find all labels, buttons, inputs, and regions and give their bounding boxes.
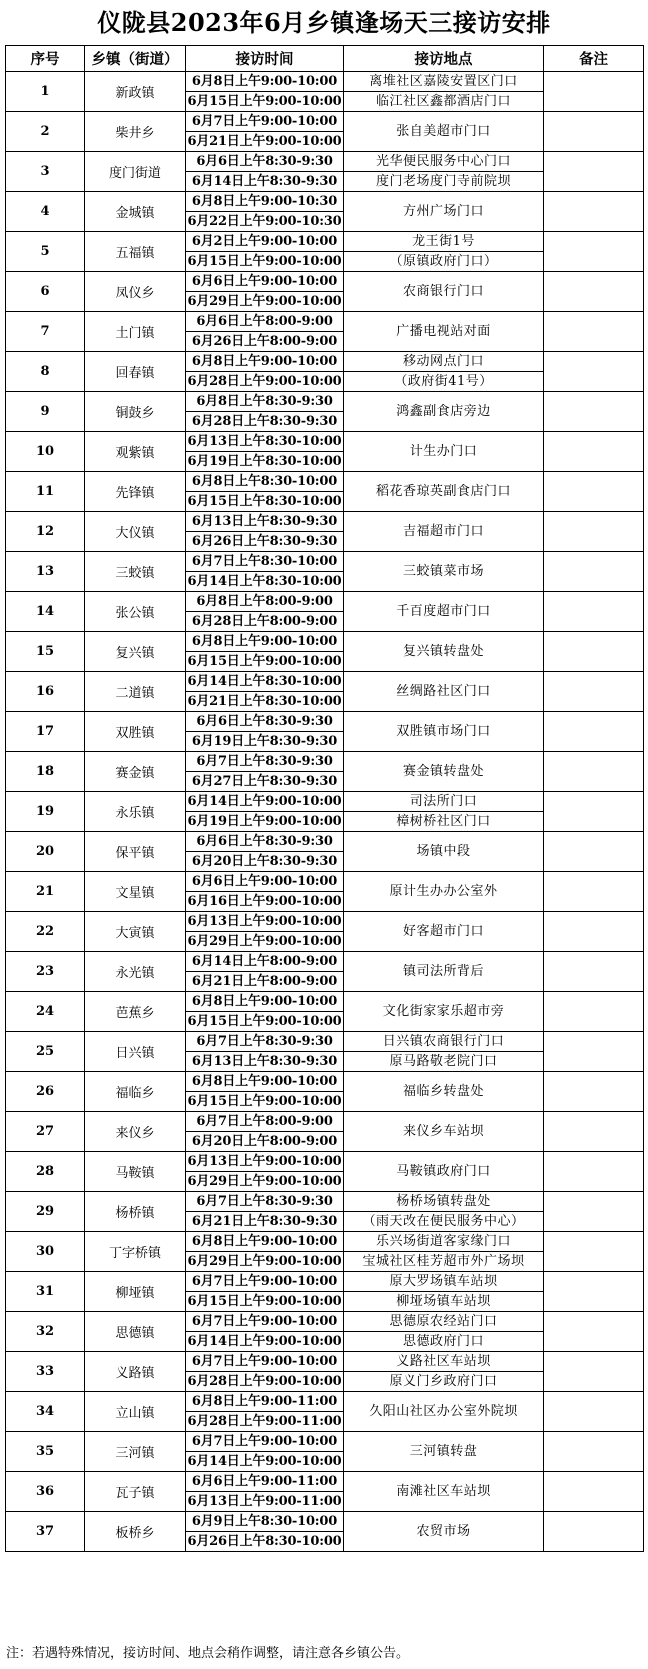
row-time-1: 6月8日上午8:30-9:30 (186, 392, 344, 412)
row-location-1: 光华便民服务中心门口 (344, 152, 544, 172)
table-row (6, 1272, 644, 1292)
header-note: 备注 (544, 46, 644, 72)
row-note (544, 1192, 644, 1232)
row-note (544, 792, 644, 832)
row-time-1: 6月6日上午9:00-10:00 (186, 872, 344, 892)
row-note (544, 392, 644, 432)
row-time-2: 6月19日上午8:30-9:30 (186, 732, 344, 752)
row-time-2: 6月15日上午8:30-10:00 (186, 492, 344, 512)
header-time: 接访时间 (186, 46, 344, 72)
row-time-2: 6月28日上午9:00-11:00 (186, 1412, 344, 1432)
header-row (6, 46, 644, 72)
row-town: 五福镇 (85, 232, 186, 272)
row-time-2: 6月13日上午8:30-9:30 (186, 1052, 344, 1072)
row-location-2: （原镇政府门口） (344, 252, 544, 272)
row-note (544, 992, 644, 1032)
row-location-1: 农贸市场 (344, 1512, 544, 1552)
row-time-1: 6月8日上午9:00-10:30 (186, 192, 344, 212)
row-location-1: 日兴镇农商银行门口 (344, 1032, 544, 1052)
row-note (544, 752, 644, 792)
row-time-2: 6月29日上午9:00-10:00 (186, 1252, 344, 1272)
row-town: 大仪镇 (85, 512, 186, 552)
row-time-1: 6月6日上午8:30-9:30 (186, 832, 344, 852)
row-time-1: 6月6日上午9:00-11:00 (186, 1472, 344, 1492)
row-time-2: 6月15日上午9:00-10:00 (186, 1012, 344, 1032)
row-location-1: 福临乡转盘处 (344, 1072, 544, 1112)
row-number: 4 (6, 192, 85, 232)
row-note (544, 832, 644, 872)
row-number: 12 (6, 512, 85, 552)
row-location-1: 杨桥场镇转盘处 (344, 1192, 544, 1212)
row-location-1: 马鞍镇政府门口 (344, 1152, 544, 1192)
row-note (544, 1472, 644, 1512)
row-time-1: 6月8日上午9:00-10:00 (186, 632, 344, 652)
row-location-1: 农商银行门口 (344, 272, 544, 312)
row-time-2: 6月29日上午9:00-10:00 (186, 292, 344, 312)
table-row (6, 912, 644, 932)
row-time-1: 6月14日上午9:00-10:00 (186, 792, 344, 812)
row-number: 10 (6, 432, 85, 472)
row-number: 14 (6, 592, 85, 632)
row-location-1: 移动网点门口 (344, 352, 544, 372)
row-location-2: 度门老场度门寺前院坝 (344, 172, 544, 192)
row-location-1: 离堆社区嘉陵安置区门口 (344, 72, 544, 92)
row-location-1: 赛金镇转盘处 (344, 752, 544, 792)
row-note (544, 112, 644, 152)
row-time-1: 6月13日上午8:30-9:30 (186, 512, 344, 532)
row-time-1: 6月13日上午9:00-10:00 (186, 912, 344, 932)
row-number: 37 (6, 1512, 85, 1552)
row-note (544, 1072, 644, 1112)
row-location-1: 丝绸路社区门口 (344, 672, 544, 712)
table-row (6, 232, 644, 252)
row-location-1: 双胜镇市场门口 (344, 712, 544, 752)
table-row (6, 752, 644, 772)
row-location-1: 龙王街1号 (344, 232, 544, 252)
row-time-2: 6月27日上午8:30-9:30 (186, 772, 344, 792)
row-number: 25 (6, 1032, 85, 1072)
row-time-1: 6月7日上午8:00-9:00 (186, 1112, 344, 1132)
row-town: 回春镇 (85, 352, 186, 392)
row-number: 11 (6, 472, 85, 512)
row-location-1: 原大罗场镇车站坝 (344, 1272, 544, 1292)
row-note (544, 712, 644, 752)
table-row (6, 1192, 644, 1212)
row-time-1: 6月6日上午8:30-9:30 (186, 152, 344, 172)
table-row (6, 672, 644, 692)
table-row (6, 472, 644, 492)
table-row (6, 352, 644, 372)
row-number: 13 (6, 552, 85, 592)
row-location-1: 千百度超市门口 (344, 592, 544, 632)
row-time-2: 6月14日上午9:00-10:00 (186, 1452, 344, 1472)
header-town: 乡镇（街道） (85, 46, 186, 72)
row-location-1: 三河镇转盘 (344, 1432, 544, 1472)
row-time-1: 6月8日上午9:00-10:00 (186, 992, 344, 1012)
row-town: 新政镇 (85, 72, 186, 112)
table-row (6, 952, 644, 972)
header-location: 接访地点 (344, 46, 544, 72)
row-number: 17 (6, 712, 85, 752)
row-town: 立山镇 (85, 1392, 186, 1432)
row-number: 23 (6, 952, 85, 992)
row-note (544, 552, 644, 592)
row-time-1: 6月7日上午9:00-10:00 (186, 1352, 344, 1372)
row-town: 张公镇 (85, 592, 186, 632)
row-location-1: 广播电视站对面 (344, 312, 544, 352)
row-town: 金城镇 (85, 192, 186, 232)
row-time-2: 6月15日上午9:00-10:00 (186, 1292, 344, 1312)
row-time-2: 6月15日上午9:00-10:00 (186, 652, 344, 672)
row-town: 大寅镇 (85, 912, 186, 952)
row-number: 20 (6, 832, 85, 872)
row-town: 铜鼓乡 (85, 392, 186, 432)
row-number: 3 (6, 152, 85, 192)
row-time-1: 6月13日上午8:30-10:00 (186, 432, 344, 452)
row-location-1: 原计生办办公室外 (344, 872, 544, 912)
row-note (544, 472, 644, 512)
row-note (544, 72, 644, 112)
row-town: 三蛟镇 (85, 552, 186, 592)
row-town: 先锋镇 (85, 472, 186, 512)
row-note (544, 1352, 644, 1392)
row-time-2: 6月21日上午8:00-9:00 (186, 972, 344, 992)
table-row (6, 392, 644, 412)
row-time-2: 6月19日上午8:30-10:00 (186, 452, 344, 472)
row-time-2: 6月16日上午9:00-10:00 (186, 892, 344, 912)
table-row (6, 712, 644, 732)
row-time-2: 6月21日上午8:30-10:00 (186, 692, 344, 712)
row-time-1: 6月6日上午9:00-10:00 (186, 272, 344, 292)
row-time-1: 6月7日上午8:30-10:00 (186, 552, 344, 572)
row-number: 34 (6, 1392, 85, 1432)
row-town: 文星镇 (85, 872, 186, 912)
table-row (6, 1112, 644, 1132)
row-town: 赛金镇 (85, 752, 186, 792)
row-number: 26 (6, 1072, 85, 1112)
row-location-1: 场镇中段 (344, 832, 544, 872)
row-town: 日兴镇 (85, 1032, 186, 1072)
row-number: 31 (6, 1272, 85, 1312)
row-town: 二道镇 (85, 672, 186, 712)
row-time-2: 6月26日上午8:30-9:30 (186, 532, 344, 552)
table-row (6, 1152, 644, 1172)
table-row (6, 832, 644, 852)
row-town: 芭蕉乡 (85, 992, 186, 1032)
row-town: 来仪乡 (85, 1112, 186, 1152)
row-location-2: 原义门乡政府门口 (344, 1372, 544, 1392)
table-row (6, 272, 644, 292)
table-row (6, 72, 644, 92)
row-time-2: 6月26日上午8:30-10:00 (186, 1532, 344, 1552)
row-location-1: 方州广场门口 (344, 192, 544, 232)
row-location-1: 乐兴场街道客家缘门口 (344, 1232, 544, 1252)
row-time-1: 6月8日上午8:30-10:00 (186, 472, 344, 492)
row-time-2: 6月26日上午8:00-9:00 (186, 332, 344, 352)
row-location-1: 三蛟镇菜市场 (344, 552, 544, 592)
row-location-1: 义路社区车站坝 (344, 1352, 544, 1372)
row-note (544, 1032, 644, 1072)
row-location-1: 思德原农经站门口 (344, 1312, 544, 1332)
row-note (544, 1232, 644, 1272)
row-time-2: 6月15日上午9:00-10:00 (186, 252, 344, 272)
row-number: 1 (6, 72, 85, 112)
table-row (6, 552, 644, 572)
row-note (544, 1392, 644, 1432)
row-time-2: 6月21日上午9:00-10:00 (186, 132, 344, 152)
row-time-1: 6月8日上午9:00-11:00 (186, 1392, 344, 1412)
row-time-2: 6月28日上午9:00-10:00 (186, 372, 344, 392)
row-number: 36 (6, 1472, 85, 1512)
row-note (544, 592, 644, 632)
table-row (6, 432, 644, 452)
row-location-1: 文化街家家乐超市旁 (344, 992, 544, 1032)
row-location-1: 镇司法所背后 (344, 952, 544, 992)
row-time-2: 6月15日上午9:00-10:00 (186, 92, 344, 112)
table-row (6, 992, 644, 1012)
row-time-1: 6月14日上午8:00-9:00 (186, 952, 344, 972)
row-town: 丁字桥镇 (85, 1232, 186, 1272)
row-location-2: 临江社区鑫都酒店门口 (344, 92, 544, 112)
row-time-1: 6月14日上午8:30-10:00 (186, 672, 344, 692)
schedule-table (5, 45, 644, 1552)
schedule-body (6, 72, 644, 1552)
row-town: 土门镇 (85, 312, 186, 352)
row-location-1: 计生办门口 (344, 432, 544, 472)
row-number: 7 (6, 312, 85, 352)
row-town: 永乐镇 (85, 792, 186, 832)
row-note (544, 1112, 644, 1152)
row-note (544, 872, 644, 912)
row-time-1: 6月7日上午8:30-9:30 (186, 1192, 344, 1212)
row-note (544, 232, 644, 272)
row-number: 22 (6, 912, 85, 952)
row-time-2: 6月19日上午9:00-10:00 (186, 812, 344, 832)
row-time-1: 6月8日上午9:00-10:00 (186, 1072, 344, 1092)
row-location-1: 张自美超市门口 (344, 112, 544, 152)
row-town: 义路镇 (85, 1352, 186, 1392)
row-number: 28 (6, 1152, 85, 1192)
row-time-2: 6月22日上午9:00-10:30 (186, 212, 344, 232)
row-town: 凤仪乡 (85, 272, 186, 312)
row-note (544, 432, 644, 472)
table-row (6, 1312, 644, 1332)
row-number: 32 (6, 1312, 85, 1352)
row-location-1: 复兴镇转盘处 (344, 632, 544, 672)
row-note (544, 1152, 644, 1192)
header-no: 序号 (6, 46, 85, 72)
row-time-1: 6月7日上午9:00-10:00 (186, 1432, 344, 1452)
row-time-2: 6月28日上午8:00-9:00 (186, 612, 344, 632)
row-town: 板桥乡 (85, 1512, 186, 1552)
row-town: 保平镇 (85, 832, 186, 872)
row-note (544, 512, 644, 552)
row-number: 6 (6, 272, 85, 312)
row-time-1: 6月7日上午9:00-10:00 (186, 1272, 344, 1292)
row-location-1: 南滩社区车站坝 (344, 1472, 544, 1512)
row-town: 福临乡 (85, 1072, 186, 1112)
row-time-2: 6月14日上午8:30-9:30 (186, 172, 344, 192)
row-note (544, 1312, 644, 1352)
row-time-2: 6月20日上午8:30-9:30 (186, 852, 344, 872)
row-time-1: 6月13日上午9:00-10:00 (186, 1152, 344, 1172)
row-location-1: 司法所门口 (344, 792, 544, 812)
row-town: 思德镇 (85, 1312, 186, 1352)
row-location-1: 久阳山社区办公室外院坝 (344, 1392, 544, 1432)
row-number: 27 (6, 1112, 85, 1152)
row-location-2: 樟树桥社区门口 (344, 812, 544, 832)
row-time-1: 6月8日上午9:00-10:00 (186, 1232, 344, 1252)
row-time-1: 6月2日上午9:00-10:00 (186, 232, 344, 252)
row-town: 柴井乡 (85, 112, 186, 152)
row-location-1: 来仪乡车站坝 (344, 1112, 544, 1152)
row-number: 30 (6, 1232, 85, 1272)
row-note (544, 352, 644, 392)
row-time-1: 6月7日上午8:30-9:30 (186, 1032, 344, 1052)
row-number: 8 (6, 352, 85, 392)
row-town: 双胜镇 (85, 712, 186, 752)
row-time-1: 6月8日上午9:00-10:00 (186, 352, 344, 372)
table-row (6, 312, 644, 332)
row-number: 24 (6, 992, 85, 1032)
table-row (6, 1432, 644, 1452)
row-time-2: 6月29日上午9:00-10:00 (186, 932, 344, 952)
row-time-2: 6月15日上午9:00-10:00 (186, 1092, 344, 1112)
row-note (544, 632, 644, 672)
row-time-2: 6月20日上午8:00-9:00 (186, 1132, 344, 1152)
document-title: 仪陇县2023年6月乡镇逢场天三接访安排 (97, 8, 551, 37)
row-time-2: 6月29日上午9:00-10:00 (186, 1172, 344, 1192)
footnote: 注：若遇特殊情况，接访时间、地点会稍作调整，请注意各乡镇公告。 (6, 1646, 410, 1661)
row-location-2: 思德政府门口 (344, 1332, 544, 1352)
row-time-1: 6月7日上午9:00-10:00 (186, 112, 344, 132)
row-note (544, 312, 644, 352)
row-time-2: 6月14日上午9:00-10:00 (186, 1332, 344, 1352)
row-location-1: 鸿鑫副食店旁边 (344, 392, 544, 432)
row-number: 21 (6, 872, 85, 912)
table-row (6, 1512, 644, 1532)
row-town: 复兴镇 (85, 632, 186, 672)
row-number: 15 (6, 632, 85, 672)
row-number: 19 (6, 792, 85, 832)
row-note (544, 272, 644, 312)
row-town: 杨桥镇 (85, 1192, 186, 1232)
row-time-2: 6月14日上午8:30-10:00 (186, 572, 344, 592)
row-note (544, 152, 644, 192)
row-time-2: 6月13日上午9:00-11:00 (186, 1492, 344, 1512)
row-time-2: 6月28日上午9:00-10:00 (186, 1372, 344, 1392)
table-row (6, 1232, 644, 1252)
row-time-2: 6月28日上午8:30-9:30 (186, 412, 344, 432)
row-town: 马鞍镇 (85, 1152, 186, 1192)
row-time-1: 6月8日上午9:00-10:00 (186, 72, 344, 92)
row-location-1: 好客超市门口 (344, 912, 544, 952)
row-time-1: 6月6日上午8:00-9:00 (186, 312, 344, 332)
row-number: 5 (6, 232, 85, 272)
row-note (544, 1272, 644, 1312)
row-location-2: 柳垭场镇车站坝 (344, 1292, 544, 1312)
row-time-1: 6月9日上午8:30-10:00 (186, 1512, 344, 1532)
row-town: 观紫镇 (85, 432, 186, 472)
row-number: 29 (6, 1192, 85, 1232)
row-number: 18 (6, 752, 85, 792)
row-town: 三河镇 (85, 1432, 186, 1472)
row-note (544, 192, 644, 232)
table-row (6, 1032, 644, 1052)
table-row (6, 112, 644, 132)
row-time-2: 6月21日上午8:30-9:30 (186, 1212, 344, 1232)
row-town: 瓦子镇 (85, 1472, 186, 1512)
table-row (6, 632, 644, 652)
table-row (6, 592, 644, 612)
table-row (6, 1352, 644, 1372)
row-note (544, 672, 644, 712)
row-number: 35 (6, 1432, 85, 1472)
row-time-1: 6月6日上午8:30-9:30 (186, 712, 344, 732)
row-number: 9 (6, 392, 85, 432)
row-number: 2 (6, 112, 85, 152)
row-time-1: 6月7日上午9:00-10:00 (186, 1312, 344, 1332)
row-location-1: 吉福超市门口 (344, 512, 544, 552)
table-row (6, 192, 644, 212)
row-number: 16 (6, 672, 85, 712)
row-note (544, 912, 644, 952)
row-time-1: 6月7日上午8:30-9:30 (186, 752, 344, 772)
row-number: 33 (6, 1352, 85, 1392)
row-town: 柳垭镇 (85, 1272, 186, 1312)
row-location-2: 原马路敬老院门口 (344, 1052, 544, 1072)
row-location-2: 宝城社区桂芳超市外广场坝 (344, 1252, 544, 1272)
row-town: 度门街道 (85, 152, 186, 192)
row-note (544, 1432, 644, 1472)
row-location-1: 稻花香琼英副食店门口 (344, 472, 544, 512)
row-note (544, 1512, 644, 1552)
table-row (6, 152, 644, 172)
row-town: 永光镇 (85, 952, 186, 992)
table-row (6, 1392, 644, 1412)
row-location-2: （政府街41号） (344, 372, 544, 392)
table-row (6, 872, 644, 892)
row-time-1: 6月8日上午8:00-9:00 (186, 592, 344, 612)
table-row (6, 1472, 644, 1492)
table-row (6, 512, 644, 532)
row-location-2: （雨天改在便民服务中心） (344, 1212, 544, 1232)
table-row (6, 1072, 644, 1092)
row-note (544, 952, 644, 992)
table-row (6, 792, 644, 812)
